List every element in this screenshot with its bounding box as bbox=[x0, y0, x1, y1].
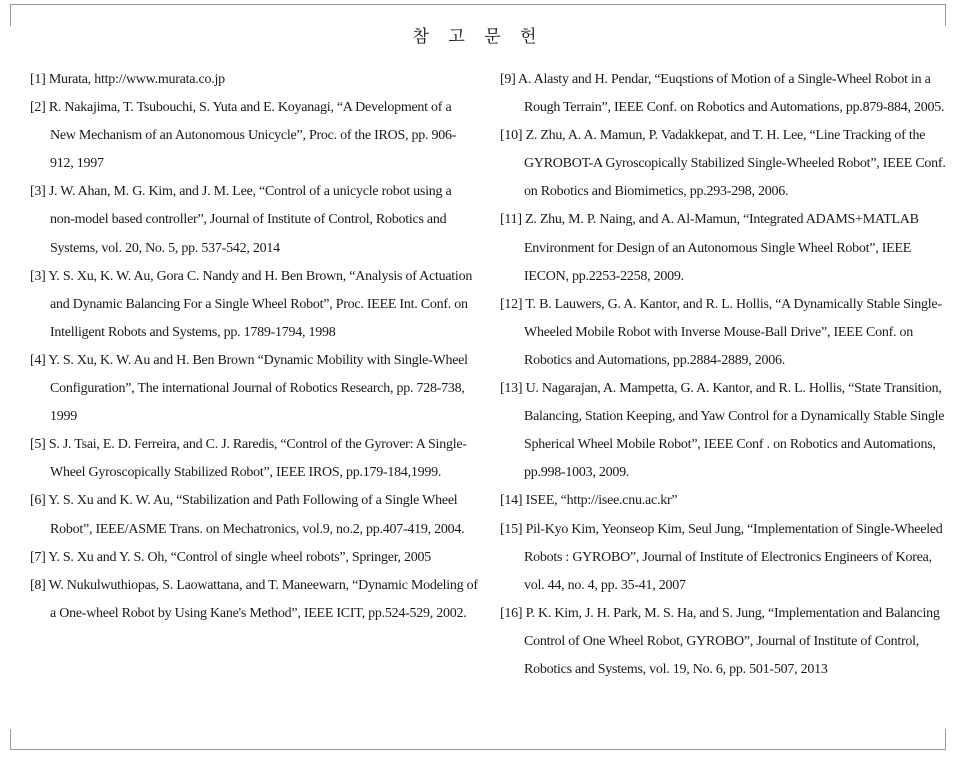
reference-item: [11] Z. Zhu, M. P. Naing, and A. Al-Mamun, “Integrated ADAMS+MATLAB Environment for Design of an Autonomous Single Wheel Robot”, IEEE IECON, pp.2253-2258, 2009. bbox=[500, 212, 919, 284]
page-corner-mark bbox=[945, 729, 946, 750]
reference-item: [10] Z. Zhu, A. A. Mamun, P. Vadakkepat, and T. H. Lee, “Line Tracking of the GYROBOT-A Gyroscopically Stabilized Single-Wheeled Robot”, IEEE Conf. on Robotics and Biomimetics, pp.293-298, 2006. bbox=[500, 128, 946, 200]
reference-item: [13] U. Nagarajan, A. Mampetta, G. A. Kantor, and R. L. Hollis, “State Transition, Balancing, Station Keeping, and Yaw Control for a Dynamically Stable Single Spherical Wheel Mobile Robot”, IEEE Conf . on Robotics and Automations, pp.998-1003, 2009. bbox=[500, 381, 945, 481]
reference-item: [12] T. B. Lauwers, G. A. Kantor, and R. L. Hollis, “A Dynamically Stable Single-Wheeled Mobile Robot with Inverse Mouse-Ball Drive”, IEEE Conf. on Robotics and Automations, pp.2884-2889, 2006. bbox=[500, 296, 942, 368]
page-bottom-rule bbox=[10, 749, 946, 750]
reference-item: [14] ISEE, “http://isee.cnu.ac.kr” bbox=[500, 493, 678, 509]
reference-item: [7] Y. S. Xu and Y. S. Oh, “Control of single wheel robots”, Springer, 2005 bbox=[30, 549, 432, 565]
reference-item: [6] Y. S. Xu and K. W. Au, “Stabilization and Path Following of a Single Wheel Robot”, IEEE/ASME Trans. on Mechatronics, vol.9, no.2, pp.407-419, 2004. bbox=[30, 493, 465, 537]
reference-item: [3] Y. S. Xu, K. W. Au, Gora C. Nandy and H. Ben Brown, “Analysis of Actuation and Dynamic Balancing For a Single Wheel Robot”, Proc. IEEE Int. Conf. on Intelligent Robots and Systems, pp. 1789-1794, 1998 bbox=[30, 268, 473, 340]
reference-item: [9] A. Alasty and H. Pendar, “Euqstions of Motion of a Single-Wheel Robot in a Rough Terrain”, IEEE Conf. on Robotics and Automations, pp.879-884, 2005. bbox=[500, 72, 945, 116]
page-corner-mark bbox=[10, 729, 11, 750]
references-right-column bbox=[500, 66, 946, 684]
reference-item: [5] S. J. Tsai, E. D. Ferreira, and C. J. Raredis, “Control of the Gyrover: A Single-Wheel Gyroscopically Stabilized Robot”, IEEE IROS, pp.179-184,1999. bbox=[30, 437, 467, 481]
page-top-rule bbox=[10, 4, 946, 5]
reference-item: [8] W. Nukulwuthiopas, S. Laowattana, and T. Maneewarn, “Dynamic Modeling of a One-wheel Robot by Using Kane's Method”, IEEE ICIT, pp.524-529, 2002. bbox=[30, 577, 478, 621]
references-left-column bbox=[30, 66, 478, 628]
reference-item: [2] R. Nakajima, T. Tsubouchi, S. Yuta and E. Koyanagi, “A Development of a New Mechanism of an Autonomous Unicycle”, Proc. of the IROS, pp. 906-912, 1997 bbox=[30, 100, 457, 172]
reference-item: [16] P. K. Kim, J. H. Park, M. S. Ha, and S. Jung, “Implementation and Balancing Control of One Wheel Robot, GYROBO”, Journal of Institute of Control, Robotics and Systems, vol. 19, No. 6, pp. 501-507, 2013 bbox=[500, 605, 940, 677]
reference-item: [1] Murata, http://www.murata.co.jp bbox=[30, 72, 225, 87]
reference-item: [15] Pil-Kyo Kim, Yeonseop Kim, Seul Jung, “Implementation of Single-Wheeled Robots : GYROBO”, Journal of Institute of Electronics Engineers of Korea, vol. 44, no. 4, pp. 35-41, 2007 bbox=[500, 521, 943, 593]
reference-item: [3] J. W. Ahan, M. G. Kim, and J. M. Lee, “Control of a unicycle robot using a non-model based controller”, Journal of Institute of Control, Robotics and Systems, vol. 20, No. 5, pp. 537-542, 2014 bbox=[30, 184, 452, 256]
reference-item: [4] Y. S. Xu, K. W. Au and H. Ben Brown “Dynamic Mobility with Single-Wheel Configuration”, The international Journal of Robotics Research, pp. 728-738, 1999 bbox=[30, 352, 468, 425]
references-heading: 참 고 문 헌 bbox=[412, 27, 544, 47]
